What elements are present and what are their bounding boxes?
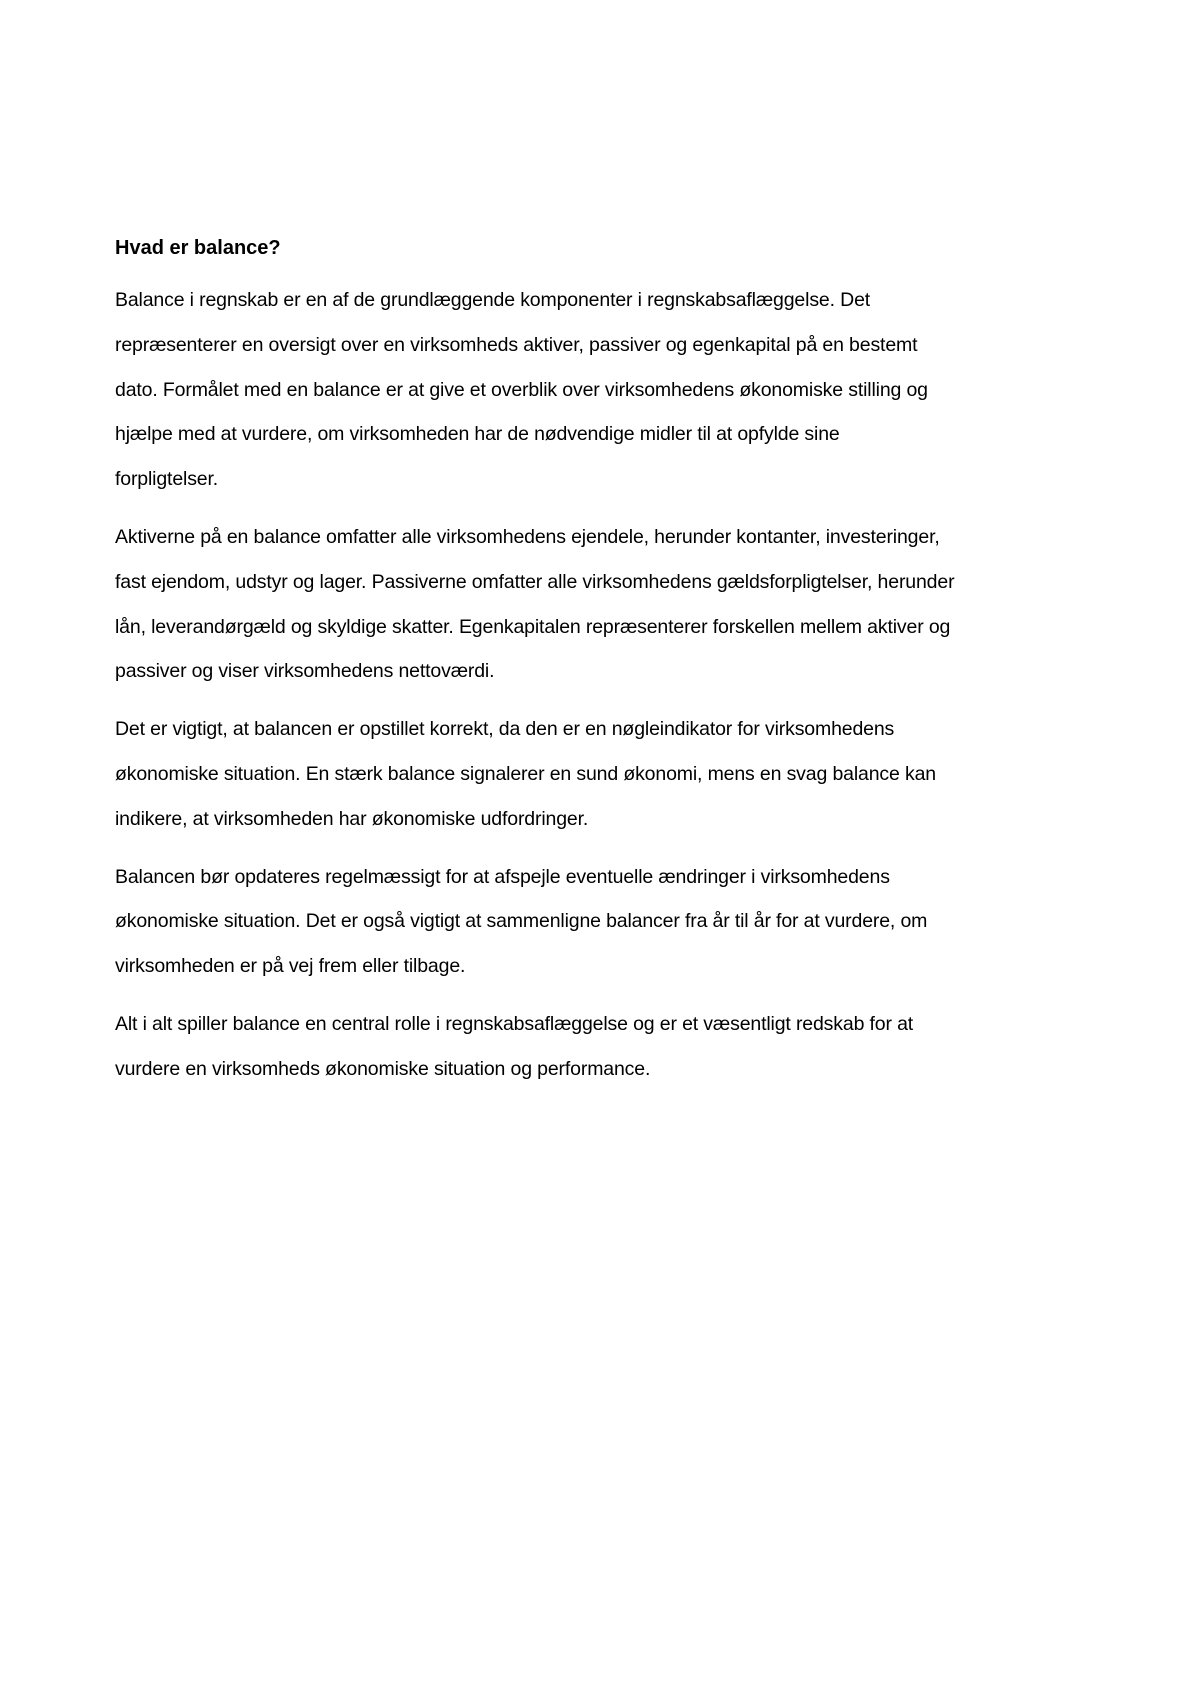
paragraph-assets bbox=[115, 515, 1095, 694]
paragraph-importance bbox=[115, 707, 1095, 841]
paragraph-line: vurdere en virksomheds økonomiske situation og performance. bbox=[115, 1057, 651, 1080]
document-heading: Hvad er balance? bbox=[115, 237, 281, 259]
paragraph-line: Aktiverne på en balance omfatter alle virksomhedens ejendele, herunder kontanter, investeringer, bbox=[115, 525, 940, 548]
paragraph-line: passiver og viser virksomhedens nettoværdi. bbox=[115, 660, 495, 683]
paragraph-line: repræsenterer en oversigt over en virksomheds aktiver, passiver og egenkapital på en bestemt bbox=[115, 333, 918, 356]
paragraph-line: virksomheden er på vej frem eller tilbage. bbox=[115, 955, 466, 978]
paragraph-line: hjælpe med at vurdere, om virksomheden har de nødvendige midler til at opfylde sine bbox=[115, 423, 840, 446]
document-body bbox=[115, 232, 1095, 1105]
paragraph-line: Alt i alt spiller balance en central rolle i regnskabsaflæggelse og er et væsentligt redskab for at bbox=[115, 1012, 914, 1035]
paragraph-line: dato. Formålet med en balance er at give et overblik over virksomhedens økonomiske stilling og bbox=[115, 378, 928, 401]
paragraph-conclusion bbox=[115, 1002, 1095, 1092]
paragraph-line: indikere, at virksomheden har økonomiske udfordringer. bbox=[115, 807, 589, 830]
paragraph-line: forpligtelser. bbox=[115, 468, 219, 491]
paragraph-line: Balance i regnskab er en af de grundlæggende komponenter i regnskabsaflæggelse. Det bbox=[115, 289, 871, 311]
paragraph-line: fast ejendom, udstyr og lager. Passiverne omfatter alle virksomhedens gældsforpligtelser, herunder bbox=[115, 570, 955, 593]
paragraph-line: Det er vigtigt, at balancen er opstillet korrekt, da den er en nøgleindikator for virksomhedens bbox=[115, 718, 895, 741]
paragraph-line: økonomiske situation. En stærk balance signalerer en sund økonomi, mens en svag balance kan bbox=[115, 762, 936, 785]
paragraph-line: lån, leverandørgæld og skyldige skatter. Egenkapitalen repræsenterer forskellen mellem aktiver og bbox=[115, 615, 951, 638]
paragraph-line: Balancen bør opdateres regelmæssigt for at afspejle eventuelle ændringer i virksomhedens bbox=[115, 865, 890, 888]
paragraph-intro bbox=[115, 278, 1095, 502]
paragraph-line: økonomiske situation. Det er også vigtigt at sammenligne balancer fra år til år for at vurdere, om bbox=[115, 910, 928, 933]
paragraph-updates bbox=[115, 855, 1095, 989]
